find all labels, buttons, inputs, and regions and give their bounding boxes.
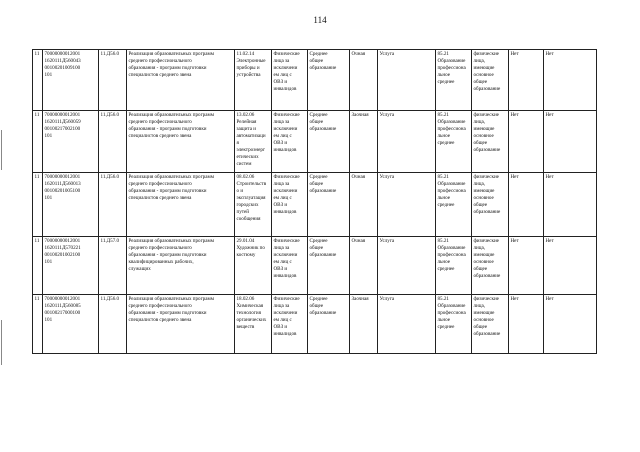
profession-line: Химическая [236,303,264,309]
category-line: инвалидов [273,273,297,279]
consumers-line: физические [473,112,499,118]
code-line: 101 [44,133,53,139]
category-line: лица за [273,119,290,125]
program-line: специалистов среднего звена [128,133,192,139]
consumers-line: основное [473,317,494,323]
program-line: специалистов среднего звена [128,72,192,78]
code-line: 101 [44,195,53,201]
study-form-cell: Очная [350,237,378,295]
code-line: 70000000012001 [44,238,81,244]
okved-line: льное [437,259,450,265]
profession-line: устройства [236,72,261,78]
scan-edge-mark [1,320,2,365]
okved-line: Образование [437,181,466,187]
category-line: инвалидов [273,86,297,92]
consumers-line: лица, [473,245,486,251]
category-line: ем лиц с [273,195,292,201]
registry-code-cell [43,50,99,111]
profession-line: сообщения [236,216,261,222]
consumers-line: основное [473,195,494,201]
okved-cell [436,237,472,295]
consumers-line: физические [473,174,499,180]
services-table [32,49,597,354]
level-line: Среднее [309,174,328,180]
profession-line: городских [236,202,259,208]
consumers-line: общее [473,79,488,85]
row-number-cell: 11 [33,173,43,237]
program-cell [127,295,235,354]
level-line: общее [309,245,324,251]
level-line: общее [309,181,324,187]
consumers-cell [472,50,509,111]
code-line: 101 [44,317,53,323]
profession-line: путей [236,209,249,215]
category-line: исключени [273,252,298,258]
table-row [33,237,597,295]
table-row [33,50,597,111]
code-line: 101 [44,259,53,265]
category-line: лица за [273,245,290,251]
profession-line: технология [236,310,261,316]
program-line: образования - программ подготовки [128,310,207,316]
consumers-line: образование [473,273,501,279]
education-level-cell [308,111,350,173]
okved-line: среднее [437,202,455,208]
okved-cell [436,111,472,173]
level-line: образование [309,310,337,316]
profession-line: о и [236,188,244,194]
consumers-line: общее [473,140,488,146]
consumers-line: лица, [473,181,486,187]
service-type-cell: Услуга [378,111,436,173]
program-line: среднего профессионального [128,119,192,125]
category-line: исключени [273,65,298,71]
category-line: ОВЗ и [273,140,288,146]
category-line: ОВЗ и [273,324,288,330]
okved-line: 85.21 [437,296,449,302]
row-number-cell: 11 [33,50,43,111]
profession-line: 18.02.06 [236,296,255,302]
code-line: 00100201009100 [44,65,81,71]
category-line: инвалидов [273,147,297,153]
consumers-cell [472,173,509,237]
flag-cell-2: Нет [544,295,597,354]
category-cell [272,237,308,295]
service-type-cell: Услуга [378,173,436,237]
consumers-line: основное [473,72,494,78]
profession-cell [235,173,272,237]
consumers-line: имеющие [473,126,495,132]
consumers-line: образование [473,147,501,153]
consumers-line: физические [473,296,499,302]
service-type-cell: Услуга [378,50,436,111]
okved-cell [436,50,472,111]
program-line: Реализация образовательных программ [128,112,214,118]
code-line: 70000000012001 [44,296,81,302]
category-cell [272,50,308,111]
table-row [33,295,597,354]
profession-line: защита и [236,126,256,132]
okved-line: Образование [437,58,466,64]
table-row [33,111,597,173]
okved-line: льное [437,72,450,78]
spec-code-cell: 11.Д57.0 [99,237,127,295]
consumers-line: имеющие [473,188,495,194]
profession-line: Строительств [236,181,267,187]
profession-line: систем [236,161,252,167]
consumers-line: образование [473,209,501,215]
flag-cell-1: Нет [509,111,544,173]
okved-line: 85.21 [437,174,449,180]
okved-line: среднее [437,140,455,146]
study-form-cell: Заочная [350,111,378,173]
okved-line: 85.21 [437,238,449,244]
spec-code-cell: 11.Д56.0 [99,111,127,173]
consumers-line: основное [473,259,494,265]
program-cell [127,173,235,237]
program-cell [127,111,235,173]
program-line: среднего профессионального [128,58,192,64]
category-line: лица за [273,303,290,309]
profession-line: веществ [236,324,255,330]
profession-line: 13.02.06 [236,112,255,118]
consumers-line: образование [473,331,501,337]
okved-line: Образование [437,303,466,309]
profession-line: Художник по [236,245,265,251]
level-line: общее [309,58,324,64]
profession-line: 11.02.14 [236,51,255,57]
service-type-cell: Услуга [378,295,436,354]
row-number-cell: 11 [33,111,43,173]
program-cell [127,50,235,111]
okved-line: среднее [437,266,455,272]
level-line: Среднее [309,296,328,302]
code-line: 70000000012001 [44,174,81,180]
education-level-cell [308,237,350,295]
table-row [33,173,597,237]
category-line: исключени [273,310,298,316]
category-line: исключени [273,126,298,132]
profession-cell [235,111,272,173]
spec-code-cell: 11.Д56.0 [99,173,127,237]
page-number: 114 [313,15,327,25]
category-line: Физические [273,296,300,302]
program-line: Реализация образовательных программ [128,238,214,244]
okved-line: Образование [437,245,466,251]
code-line: 1620111Д560013 [44,181,81,187]
program-line: образования - программ подготовки [128,65,207,71]
profession-cell [235,50,272,111]
okved-cell [436,173,472,237]
category-line: ОВЗ и [273,266,288,272]
code-line: 00100201002100 [44,252,81,258]
profession-line: 29.01.04 [236,238,255,244]
study-form-cell: Очная [350,50,378,111]
code-line: 101 [44,72,53,78]
program-line: Реализация образовательных программ [128,174,214,180]
code-line: 00100217000100 [44,310,81,316]
program-line: служащих [128,266,151,272]
category-cell [272,173,308,237]
study-form-cell: Заочная [350,295,378,354]
code-line: 1620111Д560043 [44,58,81,64]
okved-line: профессиона [437,126,466,132]
okved-line: льное [437,195,450,201]
category-line: Физические [273,51,300,57]
category-line: Физические [273,238,300,244]
level-line: образование [309,188,337,194]
profession-line: 08.02.06 [236,174,255,180]
code-line: 1620111Д560085 [44,303,81,309]
level-line: Среднее [309,238,328,244]
profession-line: органических [236,317,267,323]
program-line: образования - программ подготовки [128,126,207,132]
consumers-line: имеющие [473,252,495,258]
flag-cell-1: Нет [509,50,544,111]
program-line: квалифицированных рабочих, [128,259,194,265]
category-line: ОВЗ и [273,79,288,85]
row-number-cell: 11 [33,237,43,295]
category-line: ОВЗ и [273,202,288,208]
program-line: Реализация образовательных программ [128,51,214,57]
code-line: 70000000012001 [44,112,81,118]
program-line: специалистов среднего звена [128,195,192,201]
flag-cell-1: Нет [509,237,544,295]
profession-line: электроэнерг [236,147,266,153]
profession-line: приборы и [236,65,260,71]
program-line: образования - программ подготовки [128,188,207,194]
consumers-line: имеющие [473,310,495,316]
category-line: ем лиц с [273,72,292,78]
level-line: общее [309,303,324,309]
consumers-line: лица, [473,58,486,64]
program-line: среднего профессионального [128,303,192,309]
flag-cell-2: Нет [544,173,597,237]
registry-code-cell [43,111,99,173]
education-level-cell [308,295,350,354]
program-line: среднего профессионального [128,245,192,251]
okved-line: профессиона [437,65,466,71]
program-line: среднего профессионального [128,181,192,187]
category-line: лица за [273,58,290,64]
profession-line: Релейная [236,119,257,125]
category-line: инвалидов [273,209,297,215]
okved-line: Образование [437,119,466,125]
consumers-line: общее [473,266,488,272]
profession-line: Электронные [236,58,266,64]
level-line: общее [309,119,324,125]
row-number-cell: 11 [33,295,43,354]
category-line: исключени [273,188,298,194]
study-form-cell: Очная [350,173,378,237]
consumers-line: физические [473,51,499,57]
okved-line: льное [437,133,450,139]
category-cell [272,295,308,354]
okved-cell [436,295,472,354]
profession-line: я [236,140,239,146]
flag-cell-1: Нет [509,173,544,237]
code-line: 00100217002100 [44,126,81,132]
registry-code-cell [43,295,99,354]
registry-code-cell [43,237,99,295]
okved-line: 85.21 [437,51,449,57]
code-line: 00100201005100 [44,188,81,194]
level-line: образование [309,65,337,71]
scan-edge-mark [1,130,2,170]
category-line: лица за [273,181,290,187]
okved-line: среднее [437,79,455,85]
category-line: инвалидов [273,331,297,337]
consumers-line: основное [473,133,494,139]
consumers-cell [472,111,509,173]
level-line: Среднее [309,51,328,57]
flag-cell-2: Нет [544,111,597,173]
service-type-cell: Услуга [378,237,436,295]
okved-line: льное [437,317,450,323]
level-line: Среднее [309,112,328,118]
program-line: Реализация образовательных программ [128,296,214,302]
consumers-line: образование [473,86,501,92]
okved-line: профессиона [437,188,466,194]
code-line: 1620111Д560059 [44,119,81,125]
consumers-line: физические [473,238,499,244]
consumers-cell [472,295,509,354]
consumers-line: общее [473,324,488,330]
flag-cell-1: Нет [509,295,544,354]
flag-cell-2: Нет [544,237,597,295]
consumers-line: общее [473,202,488,208]
category-line: ем лиц с [273,317,292,323]
spec-code-cell: 11.Д56.0 [99,295,127,354]
profession-line: етических [236,154,259,160]
profession-cell [235,295,272,354]
spec-code-cell: 11.Д56.0 [99,50,127,111]
education-level-cell [308,173,350,237]
level-line: образование [309,252,337,258]
category-line: Физические [273,174,300,180]
okved-line: среднее [437,324,455,330]
category-line: Физические [273,112,300,118]
okved-line: профессиона [437,252,466,258]
flag-cell-2: Нет [544,50,597,111]
category-line: ем лиц с [273,133,292,139]
program-cell [127,237,235,295]
registry-code-cell [43,173,99,237]
consumers-cell [472,237,509,295]
code-line: 1620111Д570221 [44,245,81,251]
profession-line: костюму [236,252,256,258]
category-line: ем лиц с [273,259,292,265]
level-line: образование [309,126,337,132]
profession-line: автоматизаци [236,133,266,139]
consumers-line: лица, [473,303,486,309]
code-line: 70000000012001 [44,51,81,57]
okved-line: профессиона [437,310,466,316]
okved-line: 85.21 [437,112,449,118]
consumers-line: лица, [473,119,486,125]
category-cell [272,111,308,173]
profession-cell [235,237,272,295]
profession-line: эксплуатация [236,195,266,201]
consumers-line: имеющие [473,65,495,71]
education-level-cell [308,50,350,111]
program-line: специалистов среднего звена [128,317,192,323]
program-line: образования - программ подготовки [128,252,207,258]
